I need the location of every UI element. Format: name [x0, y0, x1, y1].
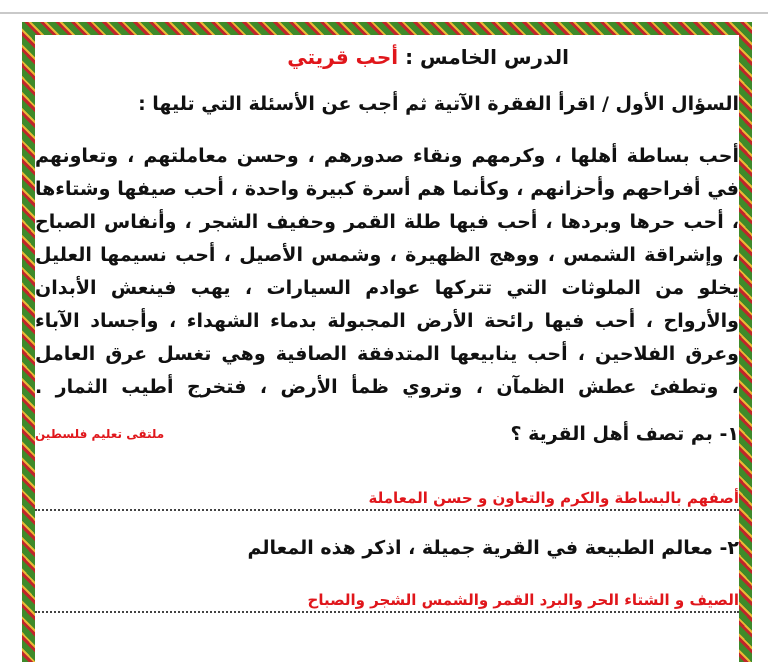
question-2: ٢- معالم الطبيعة في القرية جميلة ، اذكر هذه المعالم — [247, 537, 739, 559]
paragraph-line: ، وتطفئ عطش الظمآن ، وتروي ظمأ الأرض ، فتخرج أطيب الثمار . — [35, 376, 739, 398]
lesson-name: أحب قريتي — [287, 45, 399, 69]
watermark-text: ملتقى تعليم فلسطين — [35, 427, 165, 441]
answer-1: أصفهم بالبساطة والكرم والتعاون و حسن المعاملة — [368, 489, 739, 507]
paragraph-line: أحب بساطة أهلها ، وكرمهم ونقاء صدورهم ، وحسن معاملتهم ، وتعاونهم — [35, 145, 739, 167]
paragraph-line: ، أحب حرها وبردها ، أحب فيها طلة القمر وحفيف الشجر ، وأنفاس الصباح — [35, 211, 739, 233]
answer-line-2 — [35, 587, 739, 613]
paragraph-line: وعرق الفلاحين ، أحب ينابيعها المتدفقة الصافية وهي تغسل عرق العامل — [35, 343, 739, 365]
paragraph-line: ، وإشراقة الشمس ، ووهج الظهيرة ، وشمس الأصيل ، أحب نسيمها العليل — [35, 244, 739, 266]
lesson-title — [35, 45, 569, 69]
paragraph-line: يخلو من الملوثات التي تتركها عوادم السيارات ، يهب فينعش الأبدان — [35, 277, 739, 299]
answer-line-1 — [35, 485, 739, 511]
lesson-label: الدرس الخامس : — [405, 45, 569, 69]
answer-2: الصيف و الشتاء الحر والبرد القمر والشمس الشجر والصباح — [307, 591, 739, 609]
paragraph-line: والأرواح ، أحب فيها رائحة الأرض المجبولة بدماء الشهداء ، وأجساد الآباء — [35, 310, 739, 332]
question-1: ١- بم تصف أهل القرية ؟ — [510, 423, 739, 445]
main-question: السؤال الأول / اقرأ الفقرة الآتية ثم أجب عن الأسئلة التي تليها : — [138, 93, 739, 115]
paragraph-line: في أفراحهم وأحزانهم ، وكأنما هم أسرة كبيرة واحدة ، أحب صيفها وشتاءها — [35, 178, 739, 200]
top-rule — [0, 12, 768, 14]
worksheet-page — [35, 35, 739, 637]
